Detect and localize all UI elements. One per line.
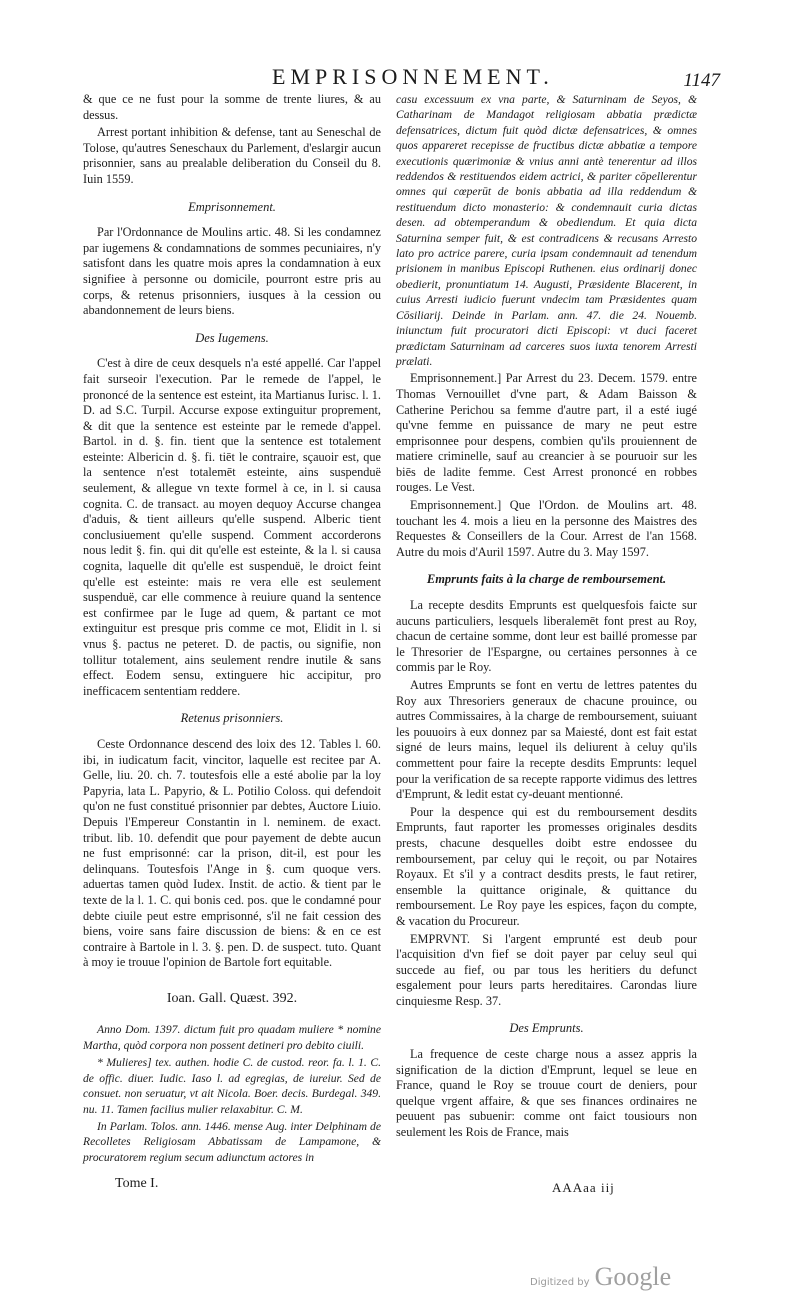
paragraph: Par l'Ordonnance de Moulins artic. 48. Si les condamnez par iugemens & condamnations de sommes pecuniaires, n'y satisfont dans les quatre mois apres la condamnation à eux signifiee à personne ou domicile, pourront estre pris au corps, & retenus prisonniers, iusques à la cession ou abandonnement de leurs biens. [83, 225, 381, 318]
paragraph: Pour la despence qui est du remboursement desdits Emprunts, faut raporter les promesses originales desdits prests, chacune desquelles doibt estre endossee du remboursement, par celuy qui le reçoit, ou par Notaires Royaux. Et s'il y a contract desdits prests, le faut retirer, ensemble la quittance originale, & quittance du remboursement. Le Roy paye les espices, façon du compte, & vacation du Procureur. [396, 804, 697, 928]
paragraph: & que ce ne fust pour la somme de trente liures, & au dessus. [83, 92, 381, 122]
section-heading: Des Iugemens. [195, 330, 269, 345]
paragraph: C'est à dire de ceux desquels n'a esté appellé. Car l'appel fait surseoir l'execution. Par le remede de l'appel, le prononcé de la sentence est esteint, ita Martianus Iurisc. l. 1. D. ad S.C. Turpil. Accurse expose extinguitur proprement, & dit que la sentence est esteinte par le remede d'appel. Bartol. in d. §. fin. tient que la sentence est totalement esteinte: Albericin d. §. fi. tiēt le contraire, sçauoir est, que la sentence n'est totalemēt esteinte, ains suspenduë seulement, & allegue vn texte formel à ce, in l. si causa cognita. C. de transact. au moyen dequoy Accurse changea d'aduis, & tient ailleurs qu'elle suspend. Alberic tient conclusiuement qu'elle suspend. Comment accorderons nous ledit §. fin. qui dit qu'elle est esteinte, & la l. si causa cognita, laquelle dit qu'elle est suspenduë, le droict feint qu'elle est esteinte: mais re vera elle est seulement suspenduë, car elle commence à reuiure quand la sentence est confirmee par le Iuge ad quem, & partant ce mot extinguitur est presque pris comme ce mot, Elidit in l. si vnus §. pactus ne peteret. D. de pactis, ou signifie, non tollitur totalement, ains seulement rendre inutile & sans effect. Eodem sensu, extinguere hic accipitur, pro inefficacem sententiam reddere. [83, 356, 381, 698]
latin-paragraph: In Parlam. Tolos. ann. 1446. mense Aug. inter Delphinam de Recolletes Religiosam Abbatissam de Lampamone, & procuratorem regium secum adiunctum actores in [83, 1119, 381, 1164]
paragraph: Emprisonnement.] Que l'Ordon. de Moulins art. 48. touchant les 4. mois a lieu en la personne des Maistres des Requestes & Conseillers de la Cour. Arrest de l'an 1568. Autre du mois d'Auril 1597. Autre du 3. May 1597. [396, 498, 697, 559]
source-attribution: Ioan. Gall. Quæst. 392. [166, 990, 298, 1006]
page-number: 1147 [683, 70, 720, 91]
tome-label: Tome I. [115, 1176, 159, 1191]
paragraph: Arrest portant inhibition & defense, tant au Seneschal de Tolose, qu'autres Seneschaux du Parlement, d'eslargir aucun prisonnier, sans au prealable deliberation du Conseil du 8. Iuin 1559. [83, 125, 381, 186]
page-header [200, 64, 720, 94]
section-heading: Emprisonnement. [188, 199, 276, 214]
paragraph: Autres Emprunts se font en vertu de lettres patentes du Roy aux Thresoriers generaux de chacune prouince, ou autres Commissaires, à la charge de remboursement, suiuant les pouuoirs à eux donnez par sa Maiesté, dont est fait estat signé de leurs mains, lequel ils deliurent à celuy qu'ils commettent pour faire la recepte desdits Emprunts: lequel pour la verification de sa recepte rapporte vidimus des lettres d'Emprunt, & ledit estat cy-deuant mentionné. [396, 678, 697, 802]
signature-mark: AAAaa iij [552, 1180, 615, 1195]
section-heading: Emprunts faits à la charge de remboursement. [426, 572, 667, 587]
paragraph: La frequence de ceste charge nous a assez appris la signification de la diction d'Emprunt, lequel se leue en France, quand le Roy se trouue court de deniers, pour quelque vrgent affaire, & que ses finances ordinaires ne peuuent pas subuenir: comme ont faict tousiours non seulement les Rois de France, mais [396, 1047, 697, 1140]
annotation-note: * Mulieres] tex. authen. hodie C. de custod. reor. fa. l. 1. C. de offic. diuer. Iudic. Iaso l. ad egregias, de iureiur. Sed de consuet. non seruatur, vt ait Nicola. Boer. decis. Burdegal. 349. nu. 11. Tamen facilius mulier relaxabitur. C. M. [83, 1056, 381, 1116]
paragraph: Emprisonnement.] Par Arrest du 23. Decem. 1579. entre Thomas Vernouillet d'vne part, & Adam Baisson & Catherine Perichou sa femme d'autre part, il a esté iugé qu'vne femme en puissance de mary ne peut estre emprisonnee pour despens, combien qu'ils prouiennent de matiere criminelle, sauf au creancier à se pouruoir sur les biēs de ladite femme. Cest Arrest prononcé en robbes rouges. Le Vest. [396, 371, 697, 495]
section-heading: Retenus prisonniers. [180, 711, 284, 726]
running-title: EMPRISONNEMENT. [272, 64, 554, 89]
digitized-watermark [530, 1262, 671, 1292]
paragraph: EMPRVNT. Si l'argent emprunté est deub pour l'acquisition d'vn fief se doit payer par celuy seul qui succede au fief, ou par tous les heritiers du defunct esgalement pour leurs parts hereditaires. Carondas liure cinquiesme Resp. 37. [396, 931, 697, 1008]
google-logo: Google [594, 1262, 672, 1291]
latin-paragraph: Anno Dom. 1397. dictum fuit pro quadam muliere * nomine Martha, quòd corpora non possent detineri pro debito ciuili. [83, 1023, 381, 1052]
right-column [396, 92, 697, 1143]
paragraph: La recepte desdits Emprunts est quelquesfois faicte sur aucuns particuliers, lesquels liberalemēt font prest au Roy, chacun de certaine somme, dont leur est baillé promesse par le Thresorier de l'Espargne, ou certaines personnes à ce commis par le Roy. [396, 598, 697, 675]
paragraph: Ceste Ordonnance descend des loix des 12. Tables l. 60. ibi, in iudicatum facit, vincitor, laquelle est recitee par A. Gelle, liu. 20. ch. 7. toutesfois elle a esté abolie par la loy Papyria, lata L. Papyrio, & L. Potilio Coloss. qui defendoit qu'on ne fust constitué prisonnier par debtes, Auctore Liuio. Depuis l'Empereur Constantin in l. neminem. de exact. tribut. lib. 10. defendit que pour payement de debte aucun ne fust emprisonné: car la prison, dit-il, est pour les delinquans. Toutesfois l'Ange in §. cum quoque vers. aduertas tamen quòd Iudex. Instit. de actio. & tient par le texte de la l. 1. C. qui bonis ced. pos. que le condamné pour debte ciuile peut estre emprisonné, s'il ne fait cession des biens, voire sans faire discussion de biens: & en ce est contraire à Bartole in l. 3. §. pen. D. de suspect. tuto. Quant à moy ie trouue l'opinion de Bartole fort equitable. [83, 736, 381, 970]
left-column [83, 92, 381, 1167]
watermark-small-text: Digitized by [530, 1277, 590, 1288]
latin-paragraph: casu excessuum ex vna parte, & Saturninam de Seyos, & Catharinam de Mandagot religiosam abbatia prædictæ defensatrices, dictum fuit quòd dictæ defensatrices, & omnes quos appareret recepisse de fructibus dictæ abbatiæ a tempore executionis quærimoniæ & vnius anni antè tenerentur ad illos reddendos & restituendos eidem actrici, & pariter cōpellerentur omnes qui cœperūt de bonis abbatia ad illa reddendum & restituendum dicto monasterio: & condemnauit curia dictas desen. ad obtemperandum & obediendum. Et quia dicta Saturnina semper fuit, & est contradicens & recusans Arresto lato pro actrice parere, curia ipsam condemnauit ad tenendum prisionem in manibus Episcopi Ruthenen. eius ordinarij donec obedierit, pronuntiatum 14. Augusti, Præsidente Blacerent, in cuius Arresti iudicio fuerunt vndecim tam Præsidentes quam Cōsiliarij. Deinde in Parlam. ann. 47. die 24. Nouemb. iniunctum fuit procuratori dicti Episcopi: vt duci faceret prædictam Saturninam ad carceres suos iuxta tenorem Arresti prælati. [396, 93, 697, 368]
section-heading: Des Emprunts. [509, 1021, 584, 1036]
